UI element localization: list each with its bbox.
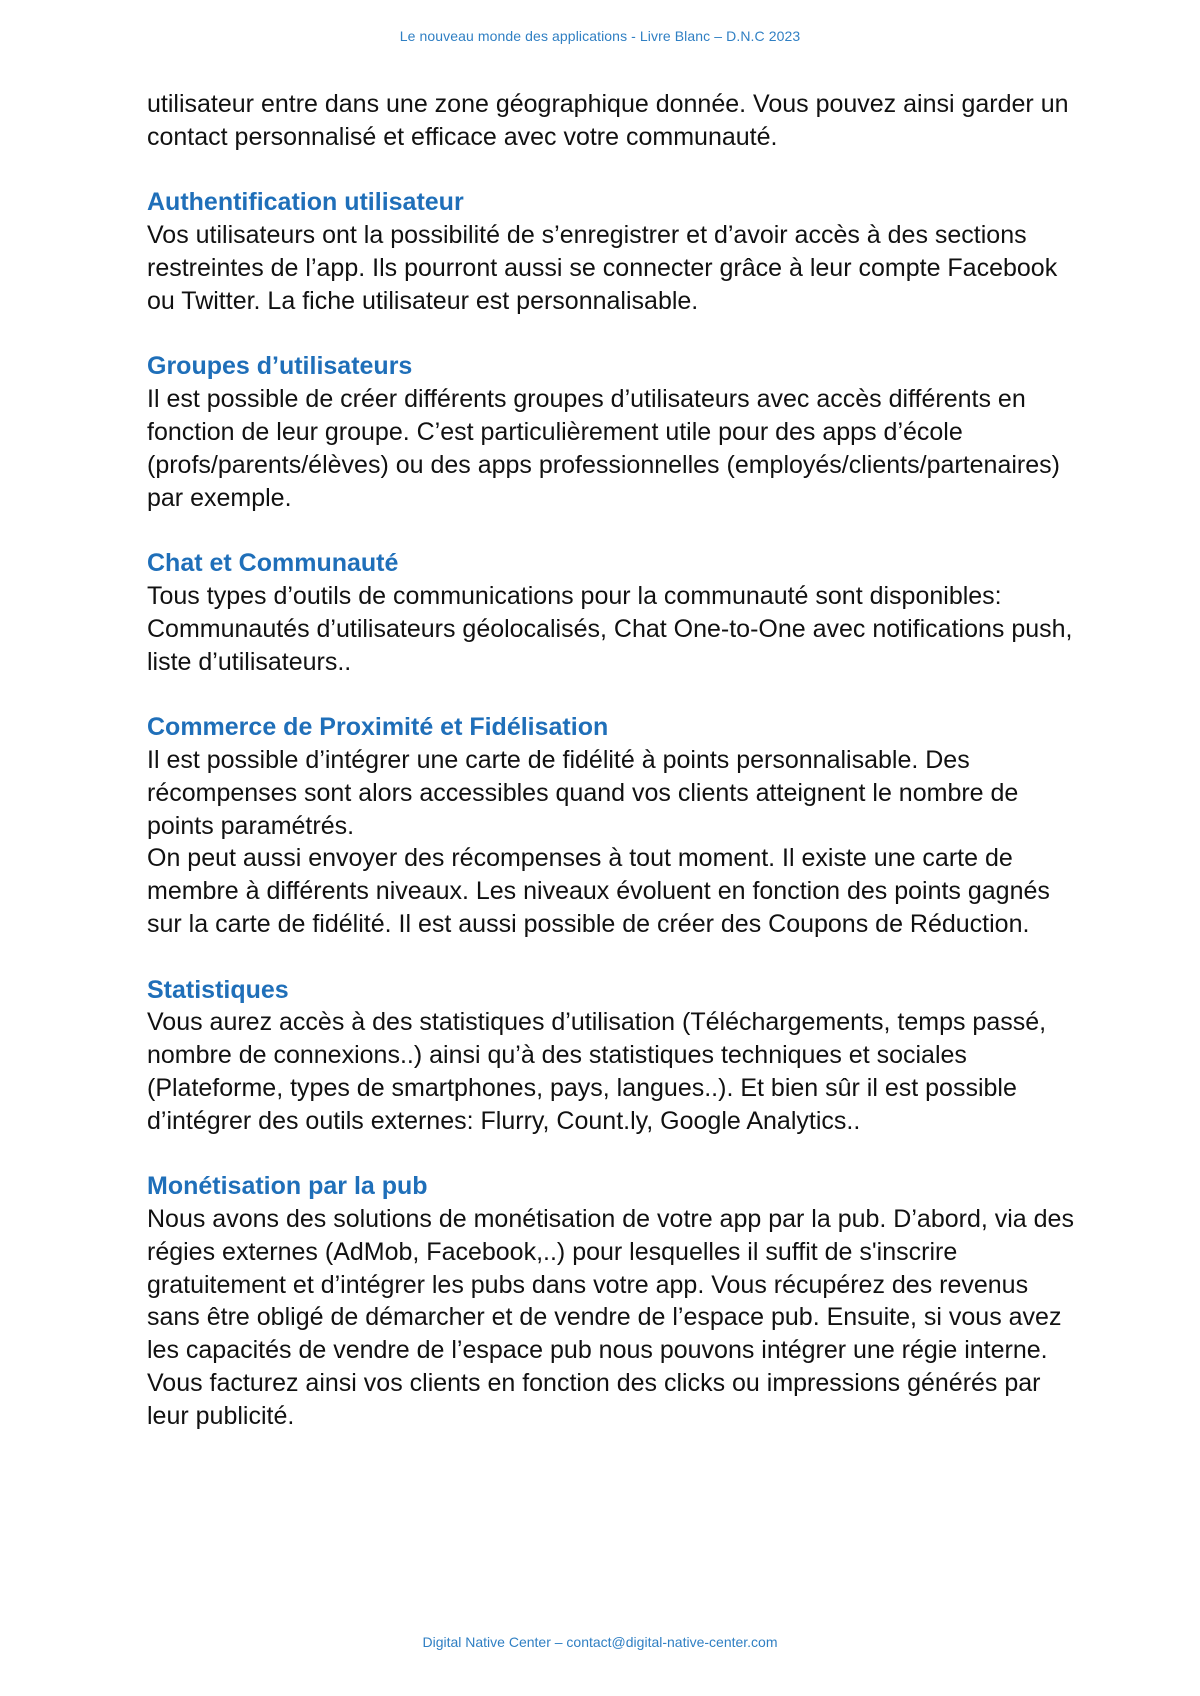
section-groupes xyxy=(147,350,1077,514)
section-chat xyxy=(147,547,1077,678)
section-paragraph: On peut aussi envoyer des récompenses à tout moment. Il existe une carte de membre à différents niveaux. Les niveaux évoluent en fonction des points gagnés sur la carte de fidélité. Il est aussi possible de créer des Coupons de Réduction. xyxy=(147,844,1050,938)
section-title: Commerce de Proximité et Fidélisation xyxy=(147,713,609,742)
section-paragraph: Il est possible d’intégrer une carte de fidélité à points personnalisable. Des récompenses sont alors accessibles quand vos clients atteignent le nombre de points paramétrés. xyxy=(147,745,1019,840)
section-paragraph: Vous aurez accès à des statistiques d’utilisation (Téléchargements, temps passé, nombre de connexions..) ainsi qu’à des statistiques techniques et sociales (Plateforme, types de smartphones, pays, langues..). Et bien sûr il est possible d’intégrer des outils externes: Flurry, Count.ly, Google Analytics.. xyxy=(147,1008,1047,1135)
section-title: Statistiques xyxy=(147,975,289,1004)
section-title: Chat et Communauté xyxy=(147,549,399,578)
intro-paragraph: utilisateur entre dans une zone géographique donnée. Vous pouvez ainsi garder un contact personnalisé et efficace avec votre communauté. xyxy=(147,90,1069,151)
section-paragraph: Nous avons des solutions de monétisation de votre app par la pub. D’abord, via des régies externes (AdMob, Facebook,..) pour lesquelles il suffit de s'inscrire gratuitement et d’intégrer les pubs dans votre app. Vous récupérez des revenus sans être obligé de démarcher et de vendre de l’espace pub. Ensuite, si vous avez les capacités de vendre de l’espace pub nous pouvons intégrer une régie interne. Vous facturez ainsi vos clients en fonction des clicks ou impressions générés par leur publicité. xyxy=(147,1205,1074,1430)
document-body xyxy=(147,88,1077,1433)
section-paragraph: Vos utilisateurs ont la possibilité de s’enregistrer et d’avoir accès à des sections restreintes de l’app. Ils pourront aussi se connecter grâce à leur compte Facebook ou Twitter. La fiche utilisateur est personnalisable. xyxy=(147,221,1058,315)
section-title: Groupes d’utilisateurs xyxy=(147,352,413,381)
section-authentification xyxy=(147,186,1077,317)
section-paragraph: Il est possible de créer différents groupes d’utilisateurs avec accès différents en fonction de leur groupe. C’est particulièrement utile pour des apps d’école (profs/parents/élèves) ou des apps professionnelles (employés/clients/partenaires) par exemple. xyxy=(147,385,1060,512)
section-title: Authentification utilisateur xyxy=(147,188,464,217)
section-title: Monétisation par la pub xyxy=(147,1172,428,1201)
section-commerce xyxy=(147,711,1077,941)
page-footer: Digital Native Center – contact@digital-native-center.com xyxy=(422,1634,778,1650)
section-paragraph: Tous types d’outils de communications pour la communauté sont disponibles: Communautés d’utilisateurs géolocalisés, Chat One-to-One avec notifications push, liste d’utilisateurs.. xyxy=(147,581,1073,676)
section-monetisation xyxy=(147,1170,1077,1432)
section-statistiques xyxy=(147,974,1077,1138)
page-header: Le nouveau monde des applications - Livre Blanc – D.N.C 2023 xyxy=(399,28,801,44)
